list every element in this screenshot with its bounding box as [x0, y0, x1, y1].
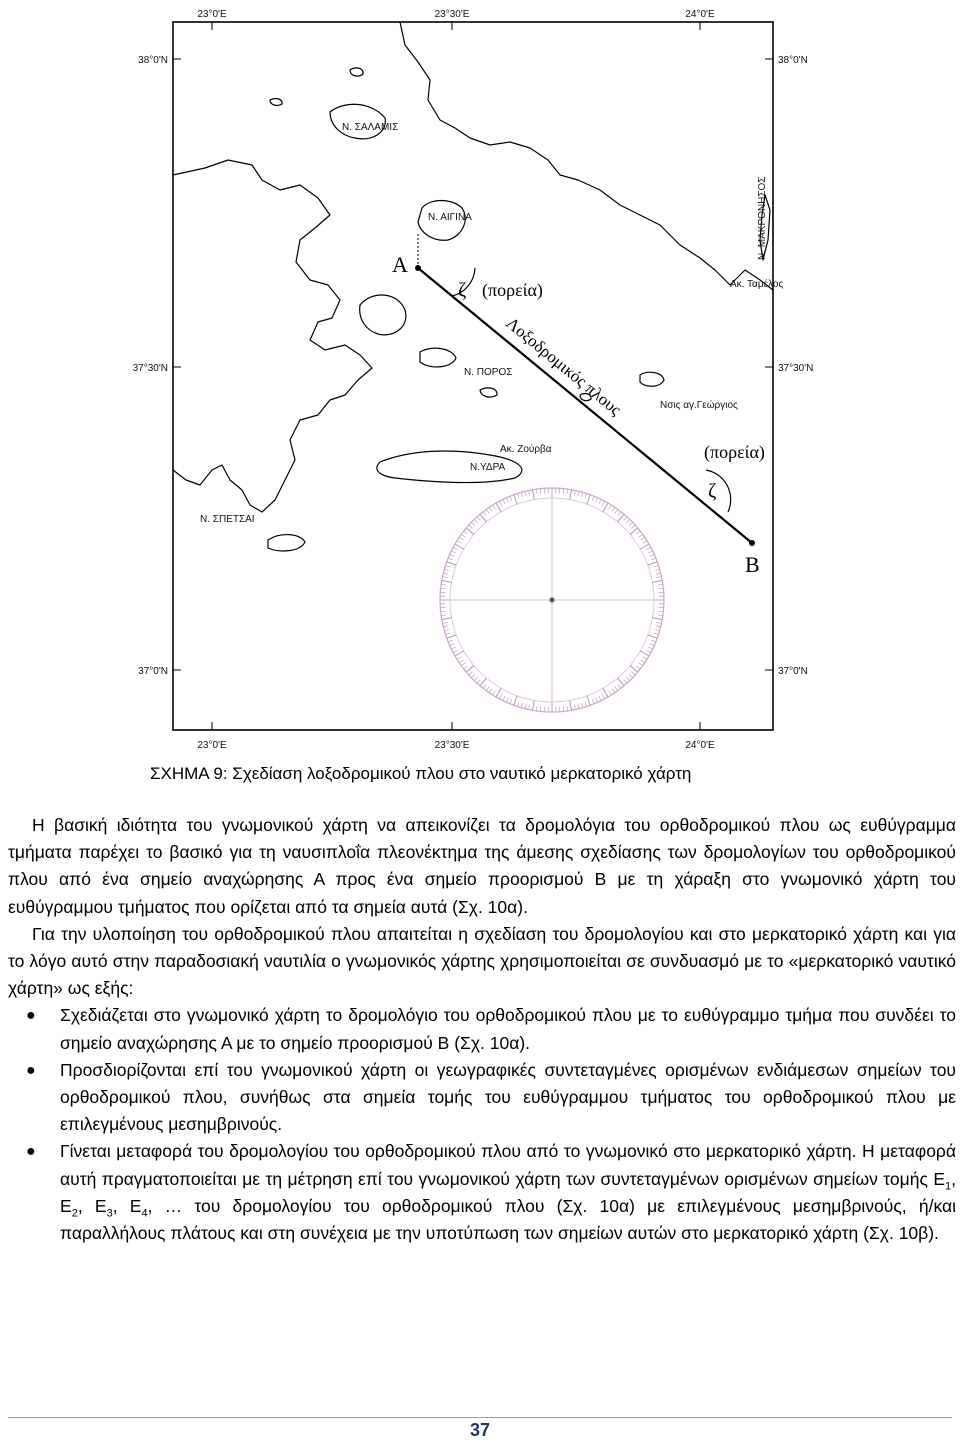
- compass-tick: [493, 691, 496, 695]
- bullet-item-1: [8, 1002, 956, 1056]
- left-lat-label-2: 37°30'N: [132, 363, 168, 374]
- separator: , Ε: [112, 1195, 142, 1216]
- bottom-lon-label-3: 24°0'E: [685, 740, 715, 751]
- compass-tick: [461, 534, 465, 537]
- compass-tick: [658, 588, 663, 589]
- compass-tick: [471, 522, 475, 525]
- compass-tick: [587, 696, 590, 705]
- compass-tick: [651, 640, 656, 642]
- footer-divider: [8, 1417, 952, 1418]
- compass-tick: [443, 626, 448, 627]
- compass-tick: [459, 660, 463, 663]
- compass-tick: [441, 615, 446, 616]
- page-number: 37: [469, 1420, 491, 1440]
- compass-tick: [567, 706, 568, 711]
- compass-tick: [448, 640, 453, 642]
- compass-tick: [536, 489, 537, 494]
- label-ydra: Ν.ΥΔΡΑ: [470, 462, 506, 473]
- compass-tick: [632, 672, 636, 675]
- attica-coast: [400, 22, 773, 290]
- compass-tick: [618, 512, 621, 516]
- bullet-icon: ●: [26, 1143, 36, 1161]
- label-georgios: Νσις αγ.Γεώργιος: [660, 400, 738, 411]
- compass-tick: [464, 666, 468, 669]
- zeta-b: ζ: [708, 480, 717, 502]
- compass-tick: [648, 647, 652, 649]
- subscript-2: 2: [71, 1207, 78, 1220]
- compass-tick: [612, 507, 615, 511]
- point-b-label: B: [745, 552, 760, 577]
- compass-tick: [658, 615, 663, 616]
- compass-tick: [445, 565, 450, 567]
- bullet-text-3a: Γίνεται μεταφορά του δρομολογίου του ορθοδρομικού πλου από το γνωμονικό στο μερκατορικό χάρτη. Η μεταφορά αυτή πραγματοποιείται με τη μέτρηση επί του γνωμονικού χάρτη των συντεταγμένων ορισμένων σημείων τομής Ε: [60, 1141, 956, 1189]
- poros-coast: [420, 348, 456, 367]
- body-text: [8, 812, 956, 1247]
- compass-tick: [455, 544, 464, 549]
- left-lat-label-1: 38°0'N: [138, 55, 168, 66]
- zeta-a: ζ: [458, 279, 467, 301]
- paragraph-2: Για την υλοποίηση του ορθοδρομικού πλου απαιτείται η σχεδίαση του δρομολογίου και στο μερκατορικό χάρτη και για το λόγο αυτό στην παραδοσιακή ναυτιλία ο γνωμονικός χάρτης χρησιμοποιείται σε συνδυασμό με το «μερκατορικό ναυτικό χάρτη» ως εξής:: [8, 923, 956, 999]
- compass-tick: [443, 573, 448, 574]
- compass-tick: [656, 626, 661, 627]
- compass-tick: [503, 696, 505, 700]
- compass-tick: [444, 629, 449, 630]
- compass-tick: [630, 666, 638, 672]
- compass-tick: [630, 528, 638, 534]
- compass-tick: [486, 687, 489, 691]
- compass-tick: [650, 644, 655, 646]
- compass-tick: [466, 528, 474, 534]
- top-lon-label-3: 24°0'E: [685, 9, 715, 20]
- compass-tick: [525, 491, 526, 496]
- compass-tick: [455, 651, 464, 656]
- compass-tick: [592, 699, 594, 704]
- compass-tick: [453, 547, 457, 549]
- compass-tick: [603, 688, 608, 697]
- compass-tick: [578, 491, 579, 496]
- bullet-list: [8, 1002, 956, 1247]
- bottom-lon-label-1: 23°0'E: [197, 740, 227, 751]
- compass-tick: [450, 644, 455, 646]
- compass-tick: [450, 554, 455, 556]
- compass-tick: [654, 565, 659, 567]
- compass-tick: [596, 498, 598, 503]
- label-poros: Ν. ΠΟΡΟΣ: [464, 367, 513, 378]
- methana-coast: [360, 295, 406, 335]
- compass-tick: [510, 699, 512, 704]
- compass-tick: [650, 554, 655, 556]
- compass-tick: [640, 544, 649, 549]
- compass-tick: [615, 509, 618, 513]
- compass-tick: [585, 493, 587, 498]
- compass-tick: [655, 629, 660, 630]
- compass-tick: [540, 489, 541, 494]
- compass-tick: [646, 650, 650, 652]
- compass-tick: [639, 534, 643, 537]
- compass-tick: [503, 499, 505, 503]
- compass-tick: [469, 525, 473, 528]
- right-lat-label-3: 37°0'N: [778, 666, 808, 677]
- compass-tick: [574, 705, 575, 710]
- bullet-item-2: [8, 1057, 956, 1139]
- compass-tick: [521, 703, 522, 708]
- compass-tick: [599, 696, 601, 700]
- compass-tick: [657, 577, 662, 578]
- spetsai-coast: [268, 535, 305, 551]
- compass-tick: [602, 501, 604, 505]
- compass-tick: [629, 522, 633, 525]
- compass-tick: [489, 689, 492, 693]
- compass-center: [550, 598, 555, 603]
- compass-tick: [626, 519, 629, 523]
- compass-tick: [658, 611, 663, 612]
- compass-tick: [489, 507, 492, 511]
- islet: [350, 68, 363, 76]
- compass-tick: [517, 493, 519, 498]
- compass-tick: [506, 698, 508, 703]
- course-label-b: (πορεία): [704, 442, 765, 462]
- compass-tick: [477, 517, 480, 521]
- compass-tick: [480, 514, 486, 522]
- figure-caption: ΣΧΗΜΑ 9: Σχεδίαση λοξοδρομικού πλου στο ναυτικό μερκατορικό χάρτη: [150, 764, 692, 783]
- point-b-marker: [749, 540, 755, 546]
- compass-tick: [453, 650, 457, 652]
- compass-tick: [646, 547, 650, 549]
- compass-tick: [609, 505, 612, 509]
- compass-tick: [578, 704, 579, 709]
- right-lat-label-1: 38°0'N: [778, 55, 808, 66]
- compass-tick: [451, 647, 455, 649]
- bullet-icon: ●: [26, 1061, 36, 1079]
- compass-tick: [570, 490, 572, 500]
- bullet-icon: ●: [26, 1007, 36, 1025]
- subscript-3: 3: [106, 1207, 113, 1220]
- compass-tick: [533, 490, 535, 500]
- compass-tick: [442, 622, 447, 623]
- compass-tick: [654, 633, 659, 635]
- compass-tick: [657, 622, 662, 623]
- compass-tick: [624, 517, 627, 521]
- compass-tick: [445, 633, 450, 635]
- compass-tick: [525, 704, 526, 709]
- compass-tick: [574, 490, 575, 495]
- bullet-text-2: Προσδιορίζονται επί του γνωμονικού χάρτη οι γεωγραφικές συντεταγμένες ορισμένων ενδιάμεσων σημείων του ορθοδρομικού πλου, συνήθως στα σημεία τομής του ευθύγραμμου τμήματος του ορθοδρομικού πλου με επιλεγμένους μεσημβρινούς.: [60, 1059, 956, 1135]
- compass-tick: [499, 694, 501, 698]
- compass-rose: [440, 488, 664, 712]
- compass-tick: [641, 660, 645, 663]
- course-label-a: (πορεία): [482, 280, 543, 300]
- label-spetsai: Ν. ΣΠΕΤΣΑΙ: [200, 514, 255, 525]
- label-tamelos: Ακ. Ταμέλος: [730, 279, 784, 290]
- compass-tick: [596, 698, 598, 703]
- left-lat-label-3: 37°0'N: [138, 666, 168, 677]
- compass-tick: [510, 496, 512, 501]
- compass-tick: [514, 495, 517, 504]
- compass-tick: [643, 657, 647, 660]
- compass-tick: [658, 584, 663, 585]
- bullet-text-1: Σχεδιάζεται στο γνωμονικό χάρτη το δρομολόγιο του ορθοδρομικού πλου με το ευθύγραμμο τμήμα που συνδέει το σημείο αναχώρησης Α με το σημείο προορισμού Β (Σχ. 10α).: [60, 1005, 956, 1053]
- compass-tick: [441, 584, 446, 585]
- compass-tick: [602, 694, 604, 698]
- compass-tick: [466, 666, 474, 672]
- compass-tick: [474, 677, 477, 681]
- compass-tick: [457, 541, 461, 544]
- compass-tick: [656, 573, 661, 574]
- compass-tick: [587, 495, 590, 504]
- compass-tick: [444, 569, 449, 570]
- compass-tick: [636, 666, 640, 669]
- compass-tick: [447, 635, 456, 638]
- subscript-4: 4: [141, 1207, 148, 1220]
- label-aigina: Ν. ΑΙΓΙΝΑ: [428, 212, 472, 223]
- compass-tick: [652, 618, 662, 620]
- compass-tick: [636, 531, 640, 534]
- compass-tick: [447, 562, 456, 565]
- bottom-lon-label-2: 23°30'E: [434, 740, 470, 751]
- compass-tick: [533, 700, 535, 710]
- label-salamis: Ν. ΣΑΛΑΜΙΣ: [342, 122, 399, 133]
- label-makronisos: Ν. ΜΑΚΡΟΝΗΣΟΣ: [757, 176, 768, 260]
- compass-tick: [493, 505, 496, 509]
- compass-tick: [643, 541, 647, 544]
- compass-tick: [448, 558, 453, 560]
- mainland-coast: [173, 160, 372, 512]
- compass-tick: [640, 651, 649, 656]
- compass-tick: [651, 558, 656, 560]
- compass-tick: [459, 537, 463, 540]
- bullet-item-3: [8, 1138, 956, 1247]
- compass-tick: [629, 674, 633, 677]
- compass-tick: [612, 689, 615, 693]
- compass-tick: [648, 635, 657, 638]
- compass-tick: [655, 569, 660, 570]
- compass-tick: [567, 489, 568, 494]
- islet: [270, 99, 282, 106]
- compass-tick: [648, 551, 652, 553]
- compass-tick: [529, 490, 530, 495]
- compass-tick: [599, 499, 601, 503]
- compass-tick: [464, 531, 468, 534]
- compass-tick: [461, 663, 465, 666]
- route-label: Λοξοδρομικός πλους: [502, 313, 625, 420]
- compass-tick: [618, 514, 624, 522]
- compass-tick: [639, 663, 643, 666]
- point-a-label: A: [392, 252, 408, 277]
- compass-tick: [469, 672, 473, 675]
- compass-tick: [496, 688, 501, 697]
- compass-tick: [442, 618, 452, 620]
- compass-tick: [592, 496, 594, 501]
- compass-tick: [570, 700, 572, 710]
- compass-tick: [483, 684, 486, 688]
- compass-tick: [581, 492, 582, 497]
- compass-tick: [648, 562, 657, 565]
- compass-tick: [581, 703, 582, 708]
- compass-tick: [474, 519, 477, 523]
- bullet-text-3b: , … του δρομολογίου του ορθοδρομικού πλου (Σχ. 10α) με επιλεγμένους μεσημβρινούς, ή/και παραλλήλους πλάτους και στη συνέχεια με την υποτύπωση των σημείων αυτών στο μερκατορικό χάρτη (Σχ. 10β).: [60, 1195, 956, 1244]
- compass-tick: [652, 581, 662, 583]
- compass-tick: [626, 677, 629, 681]
- compass-tick: [499, 501, 501, 505]
- compass-tick: [471, 674, 475, 677]
- compass-tick: [585, 702, 587, 707]
- compass-tick: [506, 498, 508, 503]
- compass-tick: [480, 678, 486, 686]
- compass-tick: [517, 702, 519, 707]
- compass-tick: [441, 588, 446, 589]
- compass-tick: [615, 687, 618, 691]
- label-zourva: Ακ. Ζούρβα: [500, 444, 552, 455]
- compass-tick: [496, 503, 501, 512]
- compass-tick: [618, 678, 624, 686]
- right-lat-label-2: 37°30'N: [778, 363, 814, 374]
- subscript-1: 1: [945, 1180, 952, 1193]
- compass-tick: [624, 680, 627, 684]
- compass-tick: [483, 512, 486, 516]
- compass-tick: [486, 509, 489, 513]
- top-lon-label-2: 23°30'E: [434, 9, 470, 20]
- compass-tick: [563, 706, 564, 711]
- compass-tick: [457, 657, 461, 660]
- compass-tick: [441, 611, 446, 612]
- compass-tick: [442, 577, 447, 578]
- top-lon-label-1: 23°0'E: [197, 9, 227, 20]
- compass-tick: [563, 489, 564, 494]
- compass-tick: [451, 551, 455, 553]
- compass-tick: [641, 537, 645, 540]
- paragraph-1: Η βασική ιδιότητα του γνωμονικού χάρτη να απεικονίζει τα δρομολόγια του ορθοδρομικού πλου ως ευθύγραμμα τμήματα παρέχει το βασικό για τη ναυσιπλοΐα πλεονέκτημα της άμεσης σχεδίασης των δρομολογίων του ορθοδρομικού πλου από ένα σημείο αναχώρησης Α προς ένα σημείο προορισμού Β με τη χάραξη στο γνωμονικό χάρτη του ευθύγραμμου τμήματος που ορίζεται από τα σημεία αυτά (Σχ. 10α).: [8, 815, 956, 917]
- separator: , Ε: [77, 1195, 107, 1216]
- compass-tick: [618, 684, 621, 688]
- compass-tick: [536, 706, 537, 711]
- separator: , Ε: [60, 1168, 956, 1216]
- compass-tick: [514, 696, 517, 705]
- islet: [480, 388, 497, 397]
- compass-tick: [477, 680, 480, 684]
- compass-tick: [540, 706, 541, 711]
- compass-tick: [632, 525, 636, 528]
- compass-tick: [609, 691, 612, 695]
- compass-tick: [529, 705, 530, 710]
- compass-tick: [603, 503, 608, 512]
- compass-tick: [521, 492, 522, 497]
- compass-tick: [442, 581, 452, 583]
- islet: [640, 372, 664, 386]
